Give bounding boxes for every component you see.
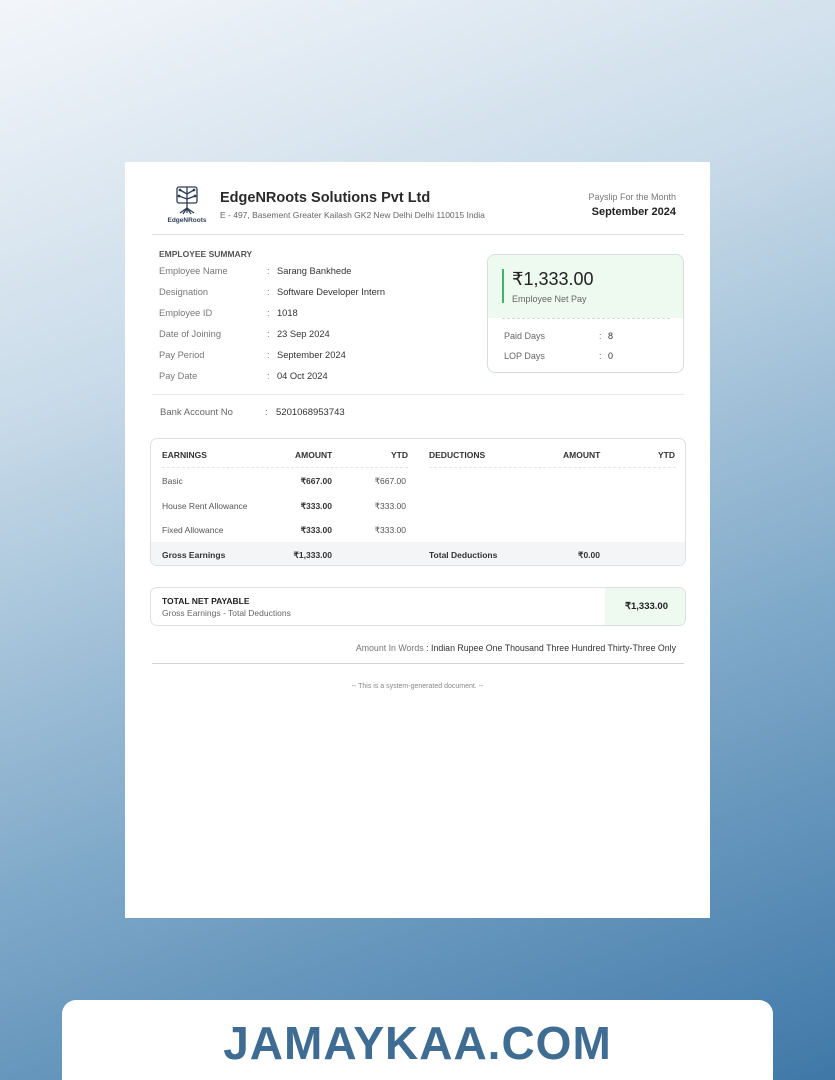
earnings-row-ytd: ₹333.00 [374,525,406,535]
summary-row-designation [159,287,459,301]
summary-value: Sarang Bankhede [277,266,352,276]
summary-label: Designation [159,287,209,297]
total-net-payable-box [150,587,686,626]
summary-colon: : [267,308,270,318]
total-deductions-amount: ₹0.00 [578,550,600,560]
earnings-header-divider [162,467,408,468]
earnings-row-ytd: ₹667.00 [374,476,406,486]
earnings-row-amount: ₹333.00 [300,525,332,535]
summary-divider [152,394,684,395]
gross-earnings-row [151,542,685,566]
summary-value: Software Developer Intern [277,287,386,297]
gross-earnings-label: Gross Earnings [162,550,226,560]
system-generated-note: -- This is a system-generated document. -- [351,683,484,690]
paid-days-row [504,331,664,341]
summary-row-employee-id [159,308,459,322]
deductions-ytd-header: YTD [658,450,675,460]
lop-days-value: 0 [608,351,614,361]
payslip-period-label: Payslip For the Month [588,192,676,202]
bank-account-row [160,407,460,418]
summary-label: Pay Date [159,371,198,381]
summary-label: Date of Joining [159,329,222,339]
summary-value: 1018 [277,308,298,318]
amount-in-words-label: Amount In Words [355,643,424,653]
amount-in-words [356,643,676,653]
amount-in-words-value: Indian Rupee One Thousand Three Hundred Thirty-Three Only [431,643,676,653]
tree-logo-icon [172,184,202,216]
deductions-header: DEDUCTIONS [429,450,486,460]
lop-days-row [504,351,664,361]
earnings-row-amount: ₹333.00 [300,501,332,511]
summary-colon: : [267,287,270,297]
summary-value: 23 Sep 2024 [277,329,330,339]
gross-earnings-amount: ₹1,333.00 [293,550,332,560]
company-info [220,190,485,220]
summary-label: Employee ID [159,308,213,318]
summary-label: Pay Period [159,350,205,360]
amount-in-words-separator: : [423,643,431,653]
paid-days-colon: : [599,331,602,341]
bank-account-label: Bank Account No [160,407,233,418]
summary-colon: : [267,329,270,339]
payslip-document [125,162,710,918]
payslip-header [165,184,685,234]
summary-row-employee-name [159,266,459,280]
earnings-ytd-header: YTD [391,450,408,460]
company-logo [165,184,209,228]
summary-colon: : [267,350,270,360]
summary-value: September 2024 [277,350,346,360]
watermark-banner-text: JAMAYKAA.COM [223,1017,612,1069]
payslip-period-value: September 2024 [591,206,676,218]
earnings-row-name: Fixed Allowance [162,525,224,535]
bank-account-value: 5201068953743 [276,407,345,418]
earnings-row-ytd: ₹333.00 [374,501,406,511]
net-pay-label: Employee Net Pay [512,294,587,304]
deductions-header-divider [429,467,676,468]
logo-text: EdgeNRoots [167,217,207,224]
company-address: E - 497, Basement Greater Kailash GK2 New Delhi Delhi 110015 India [220,210,485,220]
payslip-period [588,192,676,218]
paid-days-value: 8 [608,331,614,341]
summary-colon: : [267,266,270,276]
lop-days-label: LOP Days [504,351,545,361]
earnings-row-name: House Rent Allowance [162,501,248,511]
earnings-header: EARNINGS [162,450,207,460]
summary-row-pay-period [159,350,459,364]
bank-account-colon: : [265,407,268,418]
total-net-payable-title: TOTAL NET PAYABLE [162,596,250,606]
summary-value: 04 Oct 2024 [277,371,328,381]
total-net-payable-subtitle: Gross Earnings - Total Deductions [162,608,291,618]
summary-row-pay-date [159,371,459,385]
total-net-payable-amount: ₹1,333.00 [624,601,668,612]
lop-days-colon: : [599,351,602,361]
net-pay-divider [502,318,670,319]
net-pay-amount: ₹1,333.00 [512,269,594,289]
earnings-row-name: Basic [162,476,183,486]
header-divider [152,234,684,235]
earnings-deductions-table [150,438,686,566]
words-divider [152,663,684,664]
earnings-row-amount: ₹667.00 [300,476,332,486]
company-name: EdgeNRoots Solutions Pvt Ltd [220,190,431,206]
deductions-amount-header: AMOUNT [563,450,601,460]
summary-label: Employee Name [159,266,228,276]
total-deductions-label: Total Deductions [429,550,498,560]
summary-colon: : [267,371,270,381]
earnings-amount-header: AMOUNT [295,450,333,460]
paid-days-label: Paid Days [504,331,546,341]
net-pay-accent-bar [502,269,504,303]
employee-summary-title: EMPLOYEE SUMMARY [159,249,253,259]
watermark-banner [62,1000,773,1080]
summary-row-date-of-joining [159,329,459,343]
net-pay-card [487,254,684,373]
